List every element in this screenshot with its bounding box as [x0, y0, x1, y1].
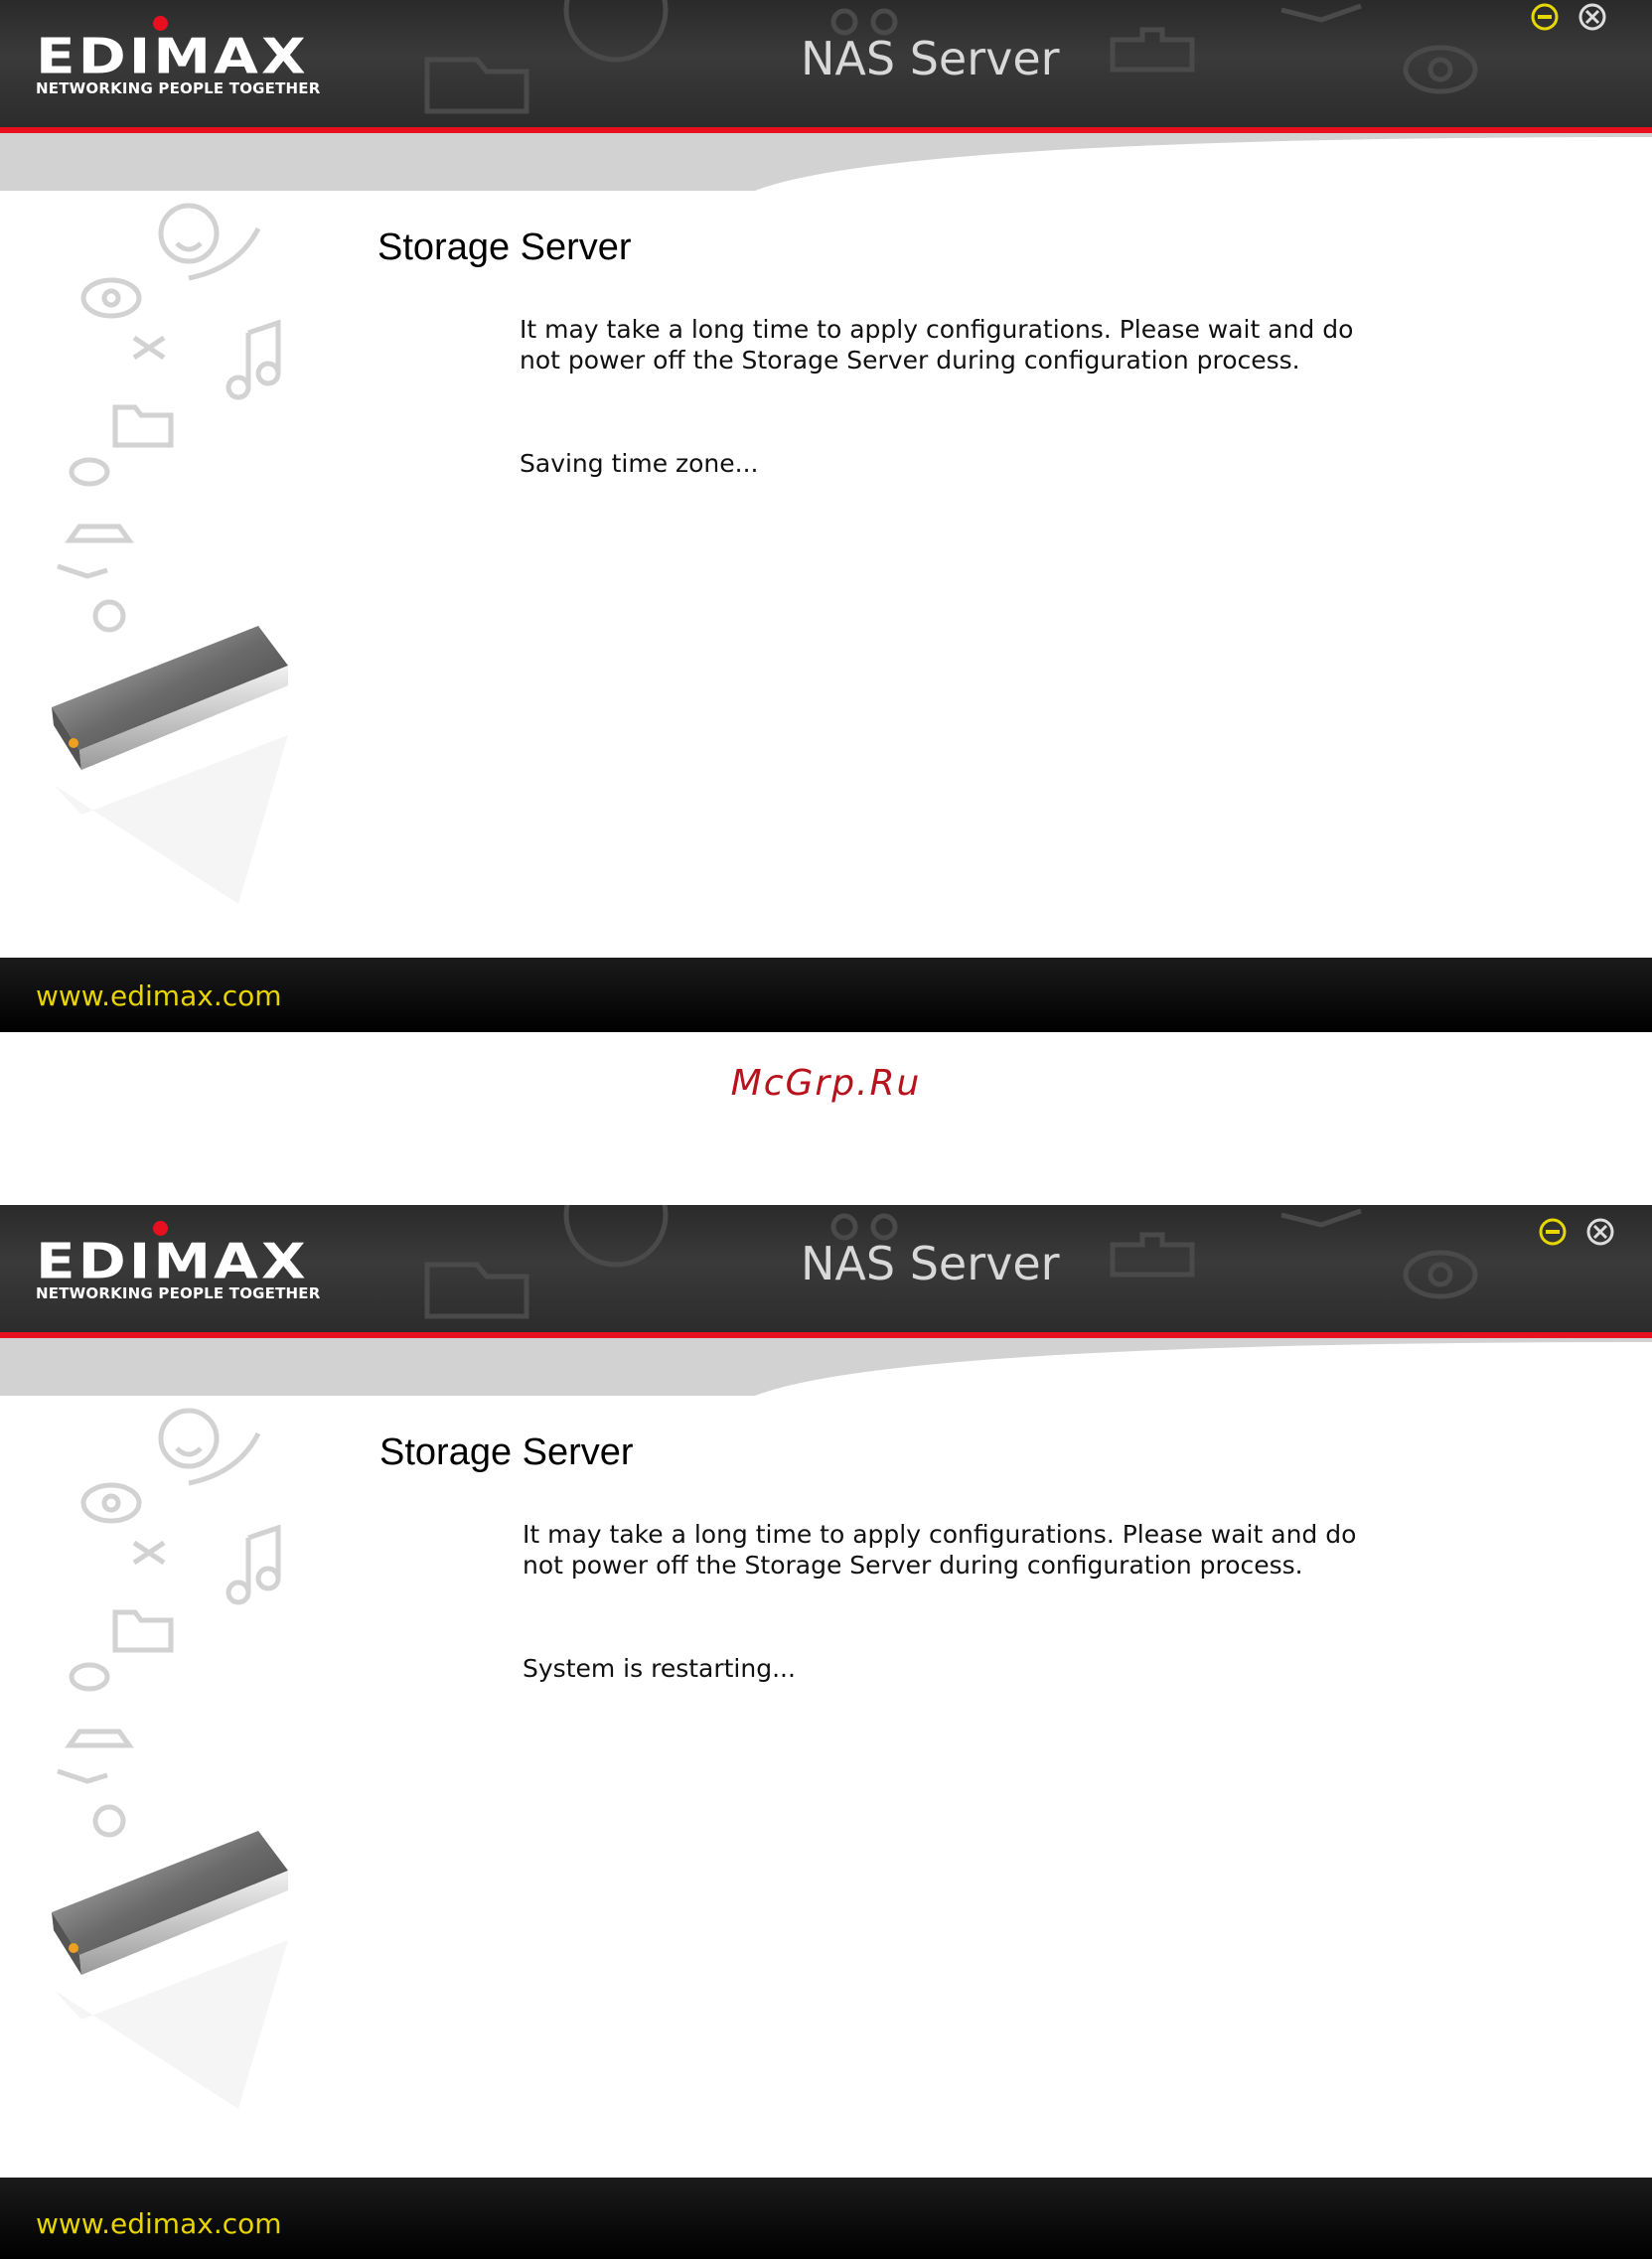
message-line-2: not power off the Storage Server during configuration process.	[520, 346, 1300, 375]
close-icon	[1583, 1215, 1617, 1249]
header-swoosh	[0, 133, 1652, 191]
minimize-button[interactable]	[1528, 0, 1562, 34]
header-bar	[0, 1205, 1652, 1332]
footer-bar	[0, 958, 1652, 1032]
logo-word: EDIMAX	[36, 27, 309, 85]
message-line-1: It may take a long time to apply configurations. Please wait and do	[523, 1520, 1357, 1549]
header-bar	[0, 0, 1652, 127]
message-line-1: It may take a long time to apply configurations. Please wait and do	[520, 315, 1354, 344]
nas-window-saving	[0, 0, 1652, 1032]
header-swoosh	[0, 1338, 1652, 1396]
watermark: McGrp.Ru	[730, 1063, 922, 1104]
close-icon	[1576, 0, 1609, 34]
logo-tagline: NETWORKING PEOPLE TOGETHER	[36, 79, 321, 97]
close-button[interactable]	[1583, 1215, 1617, 1249]
message-line-2: not power off the Storage Server during configuration process.	[523, 1551, 1303, 1580]
nas-window-restarting	[0, 1205, 1652, 2259]
app-title: NAS Server	[801, 32, 1060, 85]
edimax-website-link[interactable]: www.edimax.com	[36, 979, 282, 1012]
edimax-logo	[36, 1232, 344, 1304]
config-warning-message	[523, 1519, 1417, 1581]
logo-tagline: NETWORKING PEOPLE TOGETHER	[36, 1284, 321, 1302]
section-title: Storage Server	[379, 1431, 634, 1473]
config-warning-message	[520, 314, 1414, 376]
edimax-website-link[interactable]: www.edimax.com	[36, 2207, 282, 2240]
footer-bar	[0, 2178, 1652, 2259]
storage-device-illustration	[40, 199, 308, 914]
close-button[interactable]	[1576, 0, 1609, 34]
status-text: Saving time zone...	[520, 449, 759, 478]
logo-word: EDIMAX	[36, 1232, 309, 1290]
minimize-button[interactable]	[1536, 1215, 1570, 1249]
minimize-icon	[1528, 0, 1562, 34]
section-title: Storage Server	[377, 226, 632, 268]
edimax-logo	[36, 27, 344, 99]
storage-device-illustration	[40, 1404, 308, 2119]
minimize-icon	[1536, 1215, 1570, 1249]
status-text: System is restarting...	[523, 1654, 796, 1683]
app-title: NAS Server	[801, 1237, 1060, 1290]
